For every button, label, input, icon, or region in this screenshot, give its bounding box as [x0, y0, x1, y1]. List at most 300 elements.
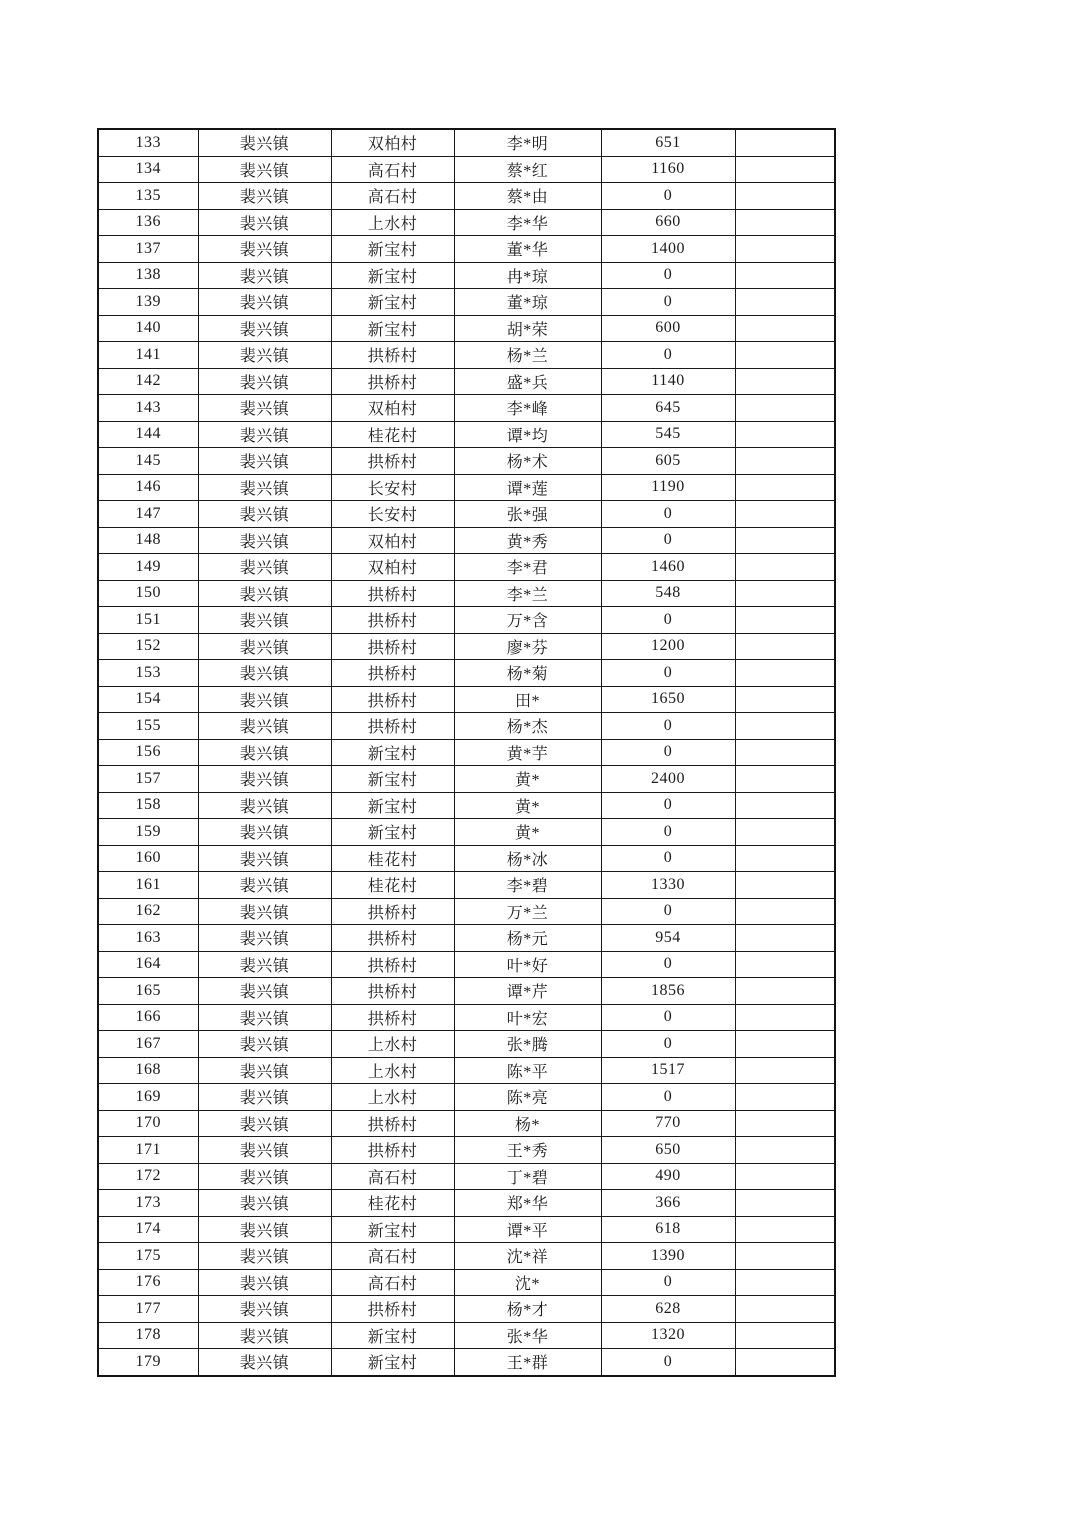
- cell-blank: [735, 1057, 835, 1084]
- cell-person-name: 黄*秀: [454, 527, 601, 554]
- cell-village: 拱桥村: [331, 978, 454, 1005]
- cell-town: 裴兴镇: [198, 739, 331, 766]
- table-row: [98, 1296, 835, 1323]
- cell-amount: 1200: [601, 633, 735, 660]
- cell-person-name: 盛*兵: [454, 368, 601, 395]
- cell-blank: [735, 368, 835, 395]
- cell-row-number: 154: [98, 686, 198, 713]
- table-row: [98, 1004, 835, 1031]
- cell-person-name: 杨*杰: [454, 713, 601, 740]
- table-row: [98, 342, 835, 369]
- cell-village: 新宝村: [331, 739, 454, 766]
- cell-row-number: 137: [98, 236, 198, 263]
- cell-amount: 545: [601, 421, 735, 448]
- cell-village: 高石村: [331, 156, 454, 183]
- cell-person-name: 沈*: [454, 1269, 601, 1296]
- cell-person-name: 杨*冰: [454, 845, 601, 872]
- cell-person-name: 李*兰: [454, 580, 601, 607]
- cell-town: 裴兴镇: [198, 819, 331, 846]
- table-row: [98, 474, 835, 501]
- table-row: [98, 1163, 835, 1190]
- table-row: [98, 395, 835, 422]
- cell-town: 裴兴镇: [198, 1084, 331, 1111]
- cell-row-number: 159: [98, 819, 198, 846]
- cell-village: 双柏村: [331, 395, 454, 422]
- records-table: [97, 128, 836, 1377]
- cell-blank: [735, 766, 835, 793]
- cell-blank: [735, 1084, 835, 1111]
- cell-row-number: 139: [98, 289, 198, 316]
- cell-blank: [735, 1322, 835, 1349]
- cell-village: 上水村: [331, 1084, 454, 1111]
- cell-row-number: 150: [98, 580, 198, 607]
- cell-amount: 1320: [601, 1322, 735, 1349]
- cell-town: 裴兴镇: [198, 713, 331, 740]
- table-row: [98, 660, 835, 687]
- table-row: [98, 898, 835, 925]
- cell-row-number: 160: [98, 845, 198, 872]
- cell-village: 拱桥村: [331, 342, 454, 369]
- cell-village: 高石村: [331, 1163, 454, 1190]
- cell-village: 新宝村: [331, 315, 454, 342]
- table-row: [98, 1322, 835, 1349]
- cell-person-name: 董*华: [454, 236, 601, 263]
- cell-blank: [735, 1163, 835, 1190]
- cell-blank: [735, 262, 835, 289]
- cell-blank: [735, 686, 835, 713]
- cell-blank: [735, 633, 835, 660]
- cell-amount: 0: [601, 342, 735, 369]
- table-row: [98, 1349, 835, 1376]
- cell-blank: [735, 978, 835, 1005]
- cell-blank: [735, 580, 835, 607]
- cell-village: 长安村: [331, 474, 454, 501]
- cell-amount: 0: [601, 1004, 735, 1031]
- table-row: [98, 289, 835, 316]
- cell-amount: 0: [601, 501, 735, 528]
- table-row: [98, 1243, 835, 1270]
- cell-amount: 1390: [601, 1243, 735, 1270]
- cell-blank: [735, 315, 835, 342]
- cell-row-number: 142: [98, 368, 198, 395]
- cell-row-number: 152: [98, 633, 198, 660]
- cell-town: 裴兴镇: [198, 1322, 331, 1349]
- cell-blank: [735, 448, 835, 475]
- cell-row-number: 147: [98, 501, 198, 528]
- cell-amount: 660: [601, 209, 735, 236]
- table-row: [98, 580, 835, 607]
- cell-person-name: 叶*好: [454, 951, 601, 978]
- cell-blank: [735, 183, 835, 210]
- cell-person-name: 张*腾: [454, 1031, 601, 1058]
- cell-amount: 1400: [601, 236, 735, 263]
- table-row: [98, 501, 835, 528]
- cell-row-number: 168: [98, 1057, 198, 1084]
- table-row: [98, 739, 835, 766]
- cell-village: 拱桥村: [331, 1004, 454, 1031]
- cell-blank: [735, 898, 835, 925]
- cell-village: 拱桥村: [331, 1110, 454, 1137]
- table-row: [98, 209, 835, 236]
- table-row: [98, 766, 835, 793]
- cell-amount: 1140: [601, 368, 735, 395]
- table-row: [98, 1031, 835, 1058]
- cell-village: 桂花村: [331, 421, 454, 448]
- cell-person-name: 谭*莲: [454, 474, 601, 501]
- table-row: [98, 633, 835, 660]
- cell-amount: 0: [601, 262, 735, 289]
- cell-blank: [735, 792, 835, 819]
- cell-blank: [735, 951, 835, 978]
- cell-row-number: 138: [98, 262, 198, 289]
- cell-person-name: 蔡*红: [454, 156, 601, 183]
- cell-village: 新宝村: [331, 289, 454, 316]
- table-row: [98, 951, 835, 978]
- cell-person-name: 郑*华: [454, 1190, 601, 1217]
- cell-amount: 0: [601, 527, 735, 554]
- cell-town: 裴兴镇: [198, 1216, 331, 1243]
- cell-town: 裴兴镇: [198, 315, 331, 342]
- cell-amount: 0: [601, 1349, 735, 1376]
- cell-village: 新宝村: [331, 1322, 454, 1349]
- cell-town: 裴兴镇: [198, 1269, 331, 1296]
- cell-amount: 954: [601, 925, 735, 952]
- cell-row-number: 178: [98, 1322, 198, 1349]
- cell-person-name: 黄*芋: [454, 739, 601, 766]
- cell-blank: [735, 554, 835, 581]
- cell-village: 上水村: [331, 209, 454, 236]
- cell-town: 裴兴镇: [198, 686, 331, 713]
- table-row: [98, 978, 835, 1005]
- cell-town: 裴兴镇: [198, 580, 331, 607]
- cell-town: 裴兴镇: [198, 183, 331, 210]
- cell-blank: [735, 1296, 835, 1323]
- cell-village: 新宝村: [331, 819, 454, 846]
- cell-row-number: 171: [98, 1137, 198, 1164]
- table-row: [98, 1084, 835, 1111]
- cell-town: 裴兴镇: [198, 474, 331, 501]
- cell-person-name: 杨*菊: [454, 660, 601, 687]
- cell-town: 裴兴镇: [198, 342, 331, 369]
- cell-blank: [735, 1243, 835, 1270]
- cell-blank: [735, 1269, 835, 1296]
- table-row: [98, 448, 835, 475]
- cell-amount: 0: [601, 1269, 735, 1296]
- cell-row-number: 157: [98, 766, 198, 793]
- table-row: [98, 819, 835, 846]
- cell-row-number: 146: [98, 474, 198, 501]
- cell-person-name: 李*碧: [454, 872, 601, 899]
- cell-blank: [735, 739, 835, 766]
- cell-person-name: 胡*荣: [454, 315, 601, 342]
- cell-blank: [735, 607, 835, 634]
- cell-town: 裴兴镇: [198, 951, 331, 978]
- cell-town: 裴兴镇: [198, 872, 331, 899]
- cell-person-name: 沈*祥: [454, 1243, 601, 1270]
- cell-village: 拱桥村: [331, 660, 454, 687]
- cell-row-number: 162: [98, 898, 198, 925]
- cell-amount: 1517: [601, 1057, 735, 1084]
- cell-town: 裴兴镇: [198, 1137, 331, 1164]
- cell-amount: 0: [601, 1084, 735, 1111]
- cell-village: 新宝村: [331, 1349, 454, 1376]
- table-row: [98, 713, 835, 740]
- cell-village: 双柏村: [331, 129, 454, 156]
- cell-person-name: 陈*亮: [454, 1084, 601, 1111]
- cell-row-number: 153: [98, 660, 198, 687]
- table-row: [98, 236, 835, 263]
- cell-town: 裴兴镇: [198, 209, 331, 236]
- cell-blank: [735, 289, 835, 316]
- cell-amount: 0: [601, 713, 735, 740]
- cell-amount: 490: [601, 1163, 735, 1190]
- cell-row-number: 140: [98, 315, 198, 342]
- cell-town: 裴兴镇: [198, 660, 331, 687]
- cell-town: 裴兴镇: [198, 1349, 331, 1376]
- cell-blank: [735, 819, 835, 846]
- table-row: [98, 872, 835, 899]
- cell-row-number: 172: [98, 1163, 198, 1190]
- cell-blank: [735, 421, 835, 448]
- cell-town: 裴兴镇: [198, 1296, 331, 1323]
- cell-village: 拱桥村: [331, 448, 454, 475]
- cell-blank: [735, 209, 835, 236]
- cell-town: 裴兴镇: [198, 633, 331, 660]
- cell-town: 裴兴镇: [198, 925, 331, 952]
- cell-village: 拱桥村: [331, 368, 454, 395]
- cell-village: 双柏村: [331, 554, 454, 581]
- cell-village: 桂花村: [331, 1190, 454, 1217]
- cell-amount: 0: [601, 845, 735, 872]
- cell-person-name: 王*群: [454, 1349, 601, 1376]
- table-row: [98, 1216, 835, 1243]
- cell-village: 拱桥村: [331, 713, 454, 740]
- cell-blank: [735, 660, 835, 687]
- cell-village: 拱桥村: [331, 607, 454, 634]
- cell-town: 裴兴镇: [198, 527, 331, 554]
- table-row: [98, 183, 835, 210]
- cell-blank: [735, 1349, 835, 1376]
- cell-blank: [735, 156, 835, 183]
- table-row: [98, 262, 835, 289]
- cell-blank: [735, 1031, 835, 1058]
- cell-town: 裴兴镇: [198, 262, 331, 289]
- cell-person-name: 杨*兰: [454, 342, 601, 369]
- table-row: [98, 792, 835, 819]
- cell-person-name: 田*: [454, 686, 601, 713]
- cell-town: 裴兴镇: [198, 1031, 331, 1058]
- cell-person-name: 万*含: [454, 607, 601, 634]
- cell-row-number: 161: [98, 872, 198, 899]
- table-row: [98, 156, 835, 183]
- cell-row-number: 177: [98, 1296, 198, 1323]
- cell-blank: [735, 395, 835, 422]
- cell-person-name: 李*君: [454, 554, 601, 581]
- table-row: [98, 1269, 835, 1296]
- cell-row-number: 163: [98, 925, 198, 952]
- cell-row-number: 151: [98, 607, 198, 634]
- cell-amount: 1460: [601, 554, 735, 581]
- cell-amount: 628: [601, 1296, 735, 1323]
- cell-row-number: 145: [98, 448, 198, 475]
- cell-town: 裴兴镇: [198, 978, 331, 1005]
- table-row: [98, 421, 835, 448]
- cell-person-name: 杨*元: [454, 925, 601, 952]
- cell-person-name: 张*华: [454, 1322, 601, 1349]
- cell-amount: 0: [601, 792, 735, 819]
- cell-blank: [735, 925, 835, 952]
- cell-person-name: 廖*芬: [454, 633, 601, 660]
- cell-row-number: 144: [98, 421, 198, 448]
- cell-town: 裴兴镇: [198, 766, 331, 793]
- cell-row-number: 164: [98, 951, 198, 978]
- cell-person-name: 万*兰: [454, 898, 601, 925]
- cell-row-number: 169: [98, 1084, 198, 1111]
- cell-blank: [735, 845, 835, 872]
- cell-town: 裴兴镇: [198, 1110, 331, 1137]
- cell-town: 裴兴镇: [198, 1163, 331, 1190]
- cell-amount: 605: [601, 448, 735, 475]
- table-row: [98, 1110, 835, 1137]
- cell-town: 裴兴镇: [198, 1004, 331, 1031]
- cell-village: 拱桥村: [331, 898, 454, 925]
- table-row: [98, 925, 835, 952]
- cell-amount: 548: [601, 580, 735, 607]
- cell-amount: 1650: [601, 686, 735, 713]
- cell-row-number: 170: [98, 1110, 198, 1137]
- cell-person-name: 杨*: [454, 1110, 601, 1137]
- cell-row-number: 175: [98, 1243, 198, 1270]
- cell-amount: 0: [601, 898, 735, 925]
- cell-amount: 2400: [601, 766, 735, 793]
- cell-village: 新宝村: [331, 766, 454, 793]
- cell-row-number: 148: [98, 527, 198, 554]
- cell-village: 拱桥村: [331, 633, 454, 660]
- cell-row-number: 155: [98, 713, 198, 740]
- cell-row-number: 143: [98, 395, 198, 422]
- cell-blank: [735, 713, 835, 740]
- cell-row-number: 176: [98, 1269, 198, 1296]
- cell-amount: 600: [601, 315, 735, 342]
- cell-person-name: 董*琼: [454, 289, 601, 316]
- cell-blank: [735, 872, 835, 899]
- cell-town: 裴兴镇: [198, 501, 331, 528]
- cell-town: 裴兴镇: [198, 1190, 331, 1217]
- cell-town: 裴兴镇: [198, 792, 331, 819]
- cell-amount: 366: [601, 1190, 735, 1217]
- table-row: [98, 368, 835, 395]
- cell-town: 裴兴镇: [198, 448, 331, 475]
- cell-person-name: 冉*琼: [454, 262, 601, 289]
- cell-row-number: 133: [98, 129, 198, 156]
- cell-village: 拱桥村: [331, 951, 454, 978]
- cell-person-name: 李*明: [454, 129, 601, 156]
- cell-row-number: 179: [98, 1349, 198, 1376]
- cell-person-name: 黄*: [454, 819, 601, 846]
- cell-row-number: 156: [98, 739, 198, 766]
- cell-person-name: 张*强: [454, 501, 601, 528]
- cell-row-number: 135: [98, 183, 198, 210]
- cell-amount: 645: [601, 395, 735, 422]
- cell-blank: [735, 342, 835, 369]
- cell-town: 裴兴镇: [198, 395, 331, 422]
- table-row: [98, 686, 835, 713]
- cell-amount: 1330: [601, 872, 735, 899]
- cell-village: 拱桥村: [331, 925, 454, 952]
- cell-amount: 1160: [601, 156, 735, 183]
- cell-village: 拱桥村: [331, 1137, 454, 1164]
- table-body: [98, 129, 835, 1376]
- cell-village: 双柏村: [331, 527, 454, 554]
- cell-person-name: 蔡*由: [454, 183, 601, 210]
- cell-amount: 0: [601, 183, 735, 210]
- cell-person-name: 李*华: [454, 209, 601, 236]
- cell-row-number: 166: [98, 1004, 198, 1031]
- cell-village: 拱桥村: [331, 686, 454, 713]
- cell-town: 裴兴镇: [198, 554, 331, 581]
- cell-village: 桂花村: [331, 845, 454, 872]
- cell-amount: 0: [601, 1031, 735, 1058]
- cell-row-number: 174: [98, 1216, 198, 1243]
- table-row: [98, 554, 835, 581]
- cell-blank: [735, 501, 835, 528]
- cell-blank: [735, 1216, 835, 1243]
- cell-row-number: 167: [98, 1031, 198, 1058]
- cell-village: 新宝村: [331, 792, 454, 819]
- table-row: [98, 527, 835, 554]
- cell-amount: 0: [601, 289, 735, 316]
- cell-amount: 0: [601, 739, 735, 766]
- cell-town: 裴兴镇: [198, 1243, 331, 1270]
- cell-amount: 1856: [601, 978, 735, 1005]
- cell-row-number: 136: [98, 209, 198, 236]
- table-row: [98, 1137, 835, 1164]
- cell-town: 裴兴镇: [198, 607, 331, 634]
- cell-person-name: 黄*: [454, 792, 601, 819]
- cell-blank: [735, 1110, 835, 1137]
- cell-blank: [735, 1137, 835, 1164]
- table-row: [98, 607, 835, 634]
- cell-town: 裴兴镇: [198, 129, 331, 156]
- table-row: [98, 1057, 835, 1084]
- cell-amount: 1190: [601, 474, 735, 501]
- cell-blank: [735, 527, 835, 554]
- cell-town: 裴兴镇: [198, 845, 331, 872]
- cell-village: 新宝村: [331, 236, 454, 263]
- cell-row-number: 134: [98, 156, 198, 183]
- cell-village: 上水村: [331, 1031, 454, 1058]
- cell-blank: [735, 1190, 835, 1217]
- table-row: [98, 315, 835, 342]
- cell-amount: 651: [601, 129, 735, 156]
- cell-blank: [735, 474, 835, 501]
- cell-row-number: 165: [98, 978, 198, 1005]
- cell-blank: [735, 236, 835, 263]
- cell-person-name: 杨*才: [454, 1296, 601, 1323]
- cell-town: 裴兴镇: [198, 156, 331, 183]
- cell-village: 桂花村: [331, 872, 454, 899]
- cell-town: 裴兴镇: [198, 898, 331, 925]
- cell-town: 裴兴镇: [198, 1057, 331, 1084]
- cell-person-name: 谭*芹: [454, 978, 601, 1005]
- table-row: [98, 1190, 835, 1217]
- cell-town: 裴兴镇: [198, 236, 331, 263]
- cell-village: 新宝村: [331, 262, 454, 289]
- cell-row-number: 158: [98, 792, 198, 819]
- cell-person-name: 李*峰: [454, 395, 601, 422]
- table-row: [98, 129, 835, 156]
- cell-person-name: 杨*术: [454, 448, 601, 475]
